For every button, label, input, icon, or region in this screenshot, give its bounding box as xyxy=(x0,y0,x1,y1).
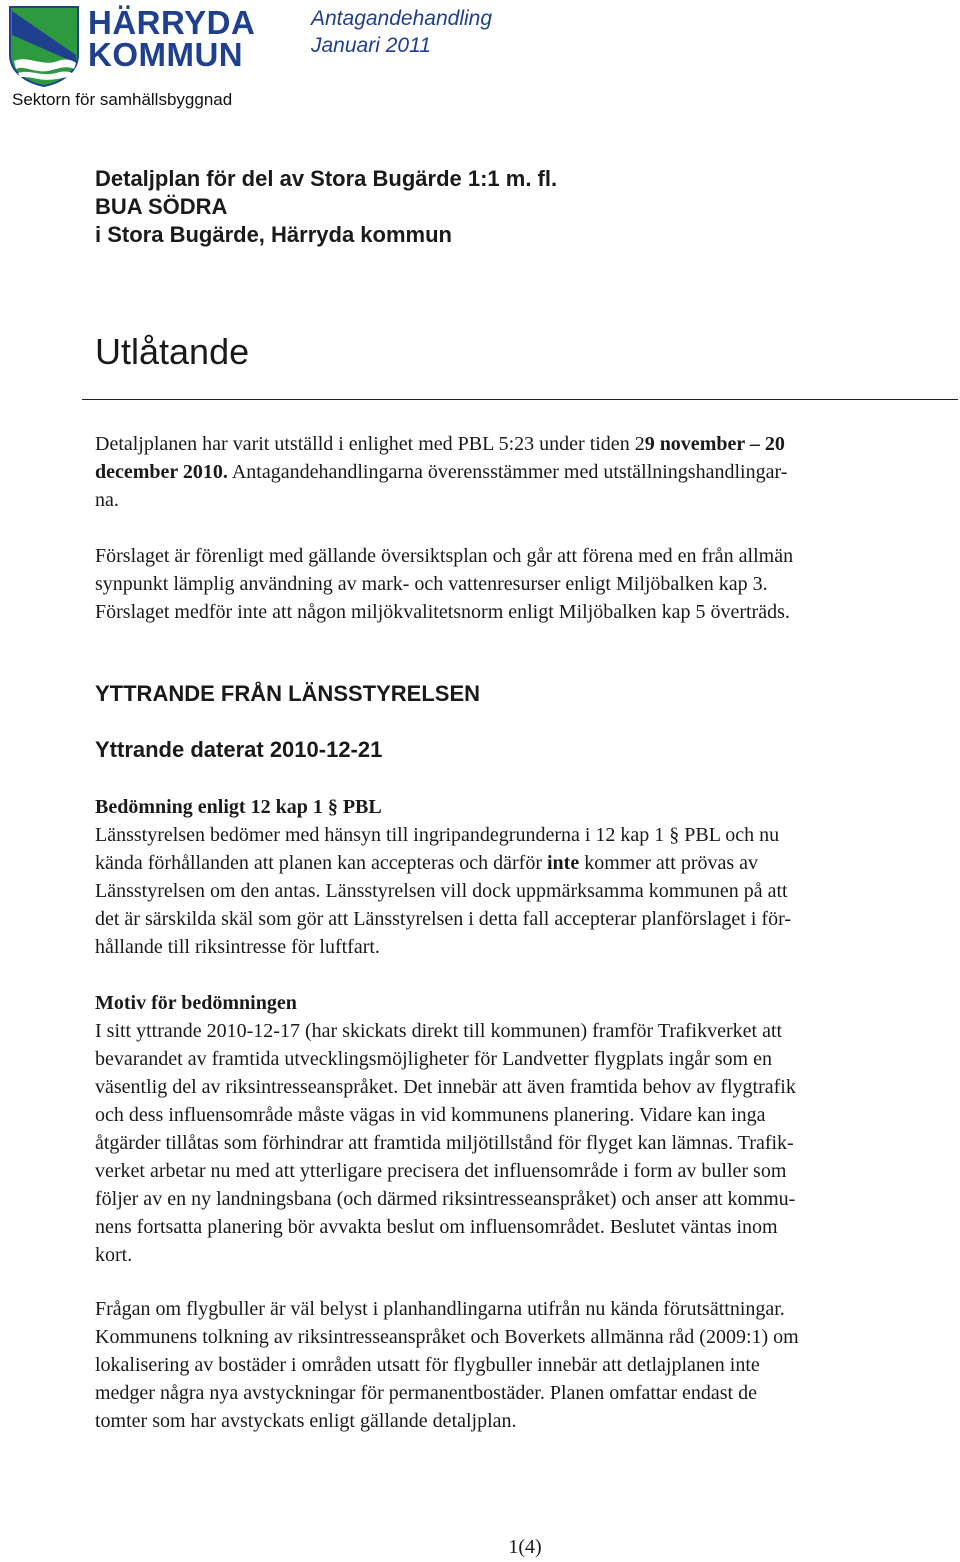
text-line: och dess influensområde måste vägas in vid kommunens planering. Vidare kan inga xyxy=(95,1104,766,1126)
municipality-logo xyxy=(4,3,254,113)
heading-divider xyxy=(82,399,958,400)
municipality-name-line1: HÄRRYDA xyxy=(88,4,256,41)
section-heading: YTTRANDE FRÅN LÄNSSTYRELSEN xyxy=(95,681,481,706)
page-number: 1(4) xyxy=(508,1536,542,1558)
text-span-bold: 9 november – 20 xyxy=(644,433,785,455)
text-line: medger några nya avstyckningar för permanentbostäder. Planen omfattar endast de xyxy=(95,1382,757,1404)
text-span: Detaljplanen har varit utställd i enlighet med PBL 5:23 under tiden 2 xyxy=(95,433,645,455)
text-line: åtgärder tillåtas som förhindrar att framtida miljötillstånd för flyget kan lämnas. Trafik- xyxy=(95,1132,794,1154)
document-date: Januari 2011 xyxy=(311,34,431,57)
document-type: Antagandehandling xyxy=(311,7,493,30)
subheading: Bedömning enligt 12 kap 1 § PBL xyxy=(95,796,382,818)
text-span-bold: inte xyxy=(547,852,580,874)
text-line: na. xyxy=(95,489,119,511)
text-line: Förslaget är förenligt med gällande översiktsplan och går att förena med en från allmän xyxy=(95,545,794,567)
text-span-bold: december 2010. xyxy=(95,461,228,483)
text-line: kort. xyxy=(95,1244,133,1266)
plan-title xyxy=(95,165,557,249)
text-line: bevarandet av framtida utvecklingsmöjligheter för Landvetter flygplats ingår som en xyxy=(95,1048,772,1070)
text-line: följer av en ny landningsbana (och därmed riksintresseanspråket) och anser att kommu- xyxy=(95,1188,796,1210)
motive-paragraph xyxy=(95,989,947,1269)
text-line: synpunkt lämplig användning av mark- och vattenresurser enligt Miljöbalken kap 3. xyxy=(95,573,768,595)
text-line: I sitt yttrande 2010-12-17 (har skickats direkt till kommunen) framför Trafikverket att xyxy=(95,1020,783,1042)
text-span: Antagandehandlingarna överensstämmer med utställningshandlingar- xyxy=(227,461,788,483)
text-line: nens fortsatta planering bör avvakta beslut om influensområdet. Beslutet väntas inom xyxy=(95,1216,778,1238)
text-line: verket arbetar nu med att ytterligare precisera det influensområde i form av buller som xyxy=(95,1160,787,1182)
text-line: Frågan om flygbuller är väl belyst i planhandlingarna utifrån nu kända förutsättningar. xyxy=(95,1298,785,1320)
harryda-coat-of-arms-icon xyxy=(8,5,80,87)
subheading: Motiv för bedömningen xyxy=(95,992,297,1014)
text-line: Kommunens tolkning av riksintresseanspråket och Boverkets allmänna råd (2009:1) om xyxy=(95,1326,799,1348)
plan-title-line: i Stora Bugärde, Härryda kommun xyxy=(95,222,452,247)
noise-paragraph xyxy=(95,1295,947,1435)
municipality-name-line2: KOMMUN xyxy=(88,36,244,73)
text-line: Förslaget medför inte att någon miljökvalitetsnorm enligt Miljöbalken kap 5 överträds. xyxy=(95,601,790,623)
text-line: lokalisering av bostäder i områden utsatt för flygbuller innebär att detlajplanen inte xyxy=(95,1354,760,1376)
statement-date-heading: Yttrande daterat 2010-12-21 xyxy=(95,737,383,762)
text-line: Länsstyrelsen bedömer med hänsyn till ingripandegrunderna i 12 kap 1 § PBL och nu xyxy=(95,824,780,846)
text-line: det är särskilda skäl som gör att Länsstyrelsen i detta fall accepterar planförslaget i för- xyxy=(95,908,791,930)
text-line: Länsstyrelsen om den antas. Länsstyrelsen vill dock uppmärksamma kommunen på att xyxy=(95,880,788,902)
text-line: hållande till riksintresse för luftfart. xyxy=(95,936,380,958)
plan-title-line: Detaljplan för del av Stora Bugärde 1:1 m. fl. xyxy=(95,166,558,191)
text-line: väsentlig del av riksintresseanspråket. Det innebär att även framtida behov av flygtrafik xyxy=(95,1076,796,1098)
text-line: tomter som har avstyckats enligt gällande detaljplan. xyxy=(95,1410,517,1432)
plan-title-line: BUA SÖDRA xyxy=(95,194,228,219)
assessment-paragraph xyxy=(95,793,947,961)
sector-name: Sektorn för samhällsbyggnad xyxy=(12,90,233,109)
compliance-paragraph xyxy=(95,542,947,626)
intro-paragraph xyxy=(95,430,947,514)
text-span: kända förhållanden att planen kan accepteras och därför xyxy=(95,852,547,874)
text-span: kommer att prövas av xyxy=(579,852,759,874)
page-title: Utlåtande xyxy=(95,331,250,372)
